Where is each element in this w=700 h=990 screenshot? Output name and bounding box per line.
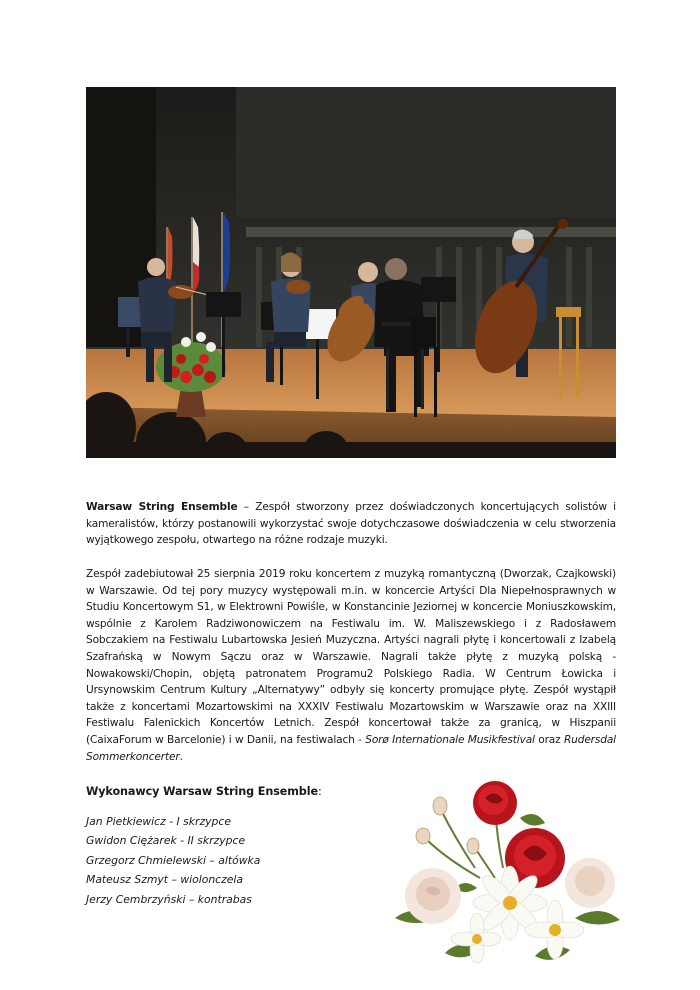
history-end: .	[179, 750, 183, 763]
performer-item: Grzegorz Chmielewski – altówka	[86, 853, 261, 867]
ensemble-name: Warsaw String Ensemble	[86, 501, 238, 513]
history-connector: oraz	[534, 733, 564, 746]
performers-title	[86, 785, 322, 798]
intro-text: – Zespół stworzony przez doświadczonych koncertujących solistów i kameralistów, którzy postanowili wykorzystać swoje dotychczasowe doświadczenia w celu stworzenia wyjątkowego zespołu, otwartego na różne rodzaje muzyki.	[86, 501, 616, 547]
performers-list	[86, 812, 260, 909]
history-text: Zespół zadebiutował 25 sierpnia 2019 roku koncertem z muzyką romantyczną (Dworzak, Czajkowski) w Warszawie. Od tej pory muzycy występowali m.in. w koncercie Artyści Dla Niepełnosprawnych w Studiu Koncertowym S1, w Elektrowni Powiśle, w Konstancinie Jeziornej w koncercie Moniuszkowskim, wspólnie z Karolem Radziwonowiczem na Festiwalu im. W. Maliszewskiego i z Radosławem Sobczakiem na Festiwalu Lubartowska Jesień Muzyczna. Artyści nagrali płytę i koncertowali z Izabelą Szafrańską w Nowym Sączu oraz w Warszawie. Nagrali także płytę z muzyką polską - Nowakowski/Chopin, objętą patronatem Programu2 Polskiego Radia. W Centrum Łowicka i Ursynowskim Centrum Kultury „Alternatywy” odbyły się koncerty promujące płytę. Zespół wystąpił także z koncertami Mozartowskimi na XXXIV Festiwalu Mozartowskim w Warszawie oraz na XXIII Festiwalu Falenickich Koncertów Letnich. Zespół koncertował także za granicą, w Hiszpanii (CaixaForum w Barcelonie) i w Danii, na festiwalach -	[86, 568, 616, 746]
performer-item: Mateusz Szmyt – wiolonczela	[86, 873, 244, 887]
performer-item: Jerzy Cembrzyński – kontrabas	[86, 892, 252, 906]
festival-soro: Sorø Internationale Musikfestival	[365, 733, 535, 746]
history-paragraph	[86, 566, 616, 765]
performers-title-suffix: :	[317, 785, 322, 798]
intro-paragraph	[86, 499, 616, 549]
performers-title-text: Wykonawcy Warsaw String Ensemble	[86, 785, 318, 798]
festival-rudersdal: Rudersdal Sommerkoncerter	[86, 733, 616, 763]
concert-photo	[86, 87, 616, 458]
performer-item: Jan Pietkiewicz - I skrzypce	[86, 815, 231, 828]
performer-item: Gwidon Ciężarek - II skrzypce	[86, 834, 246, 848]
flower-bouquet-illustration	[385, 778, 625, 973]
